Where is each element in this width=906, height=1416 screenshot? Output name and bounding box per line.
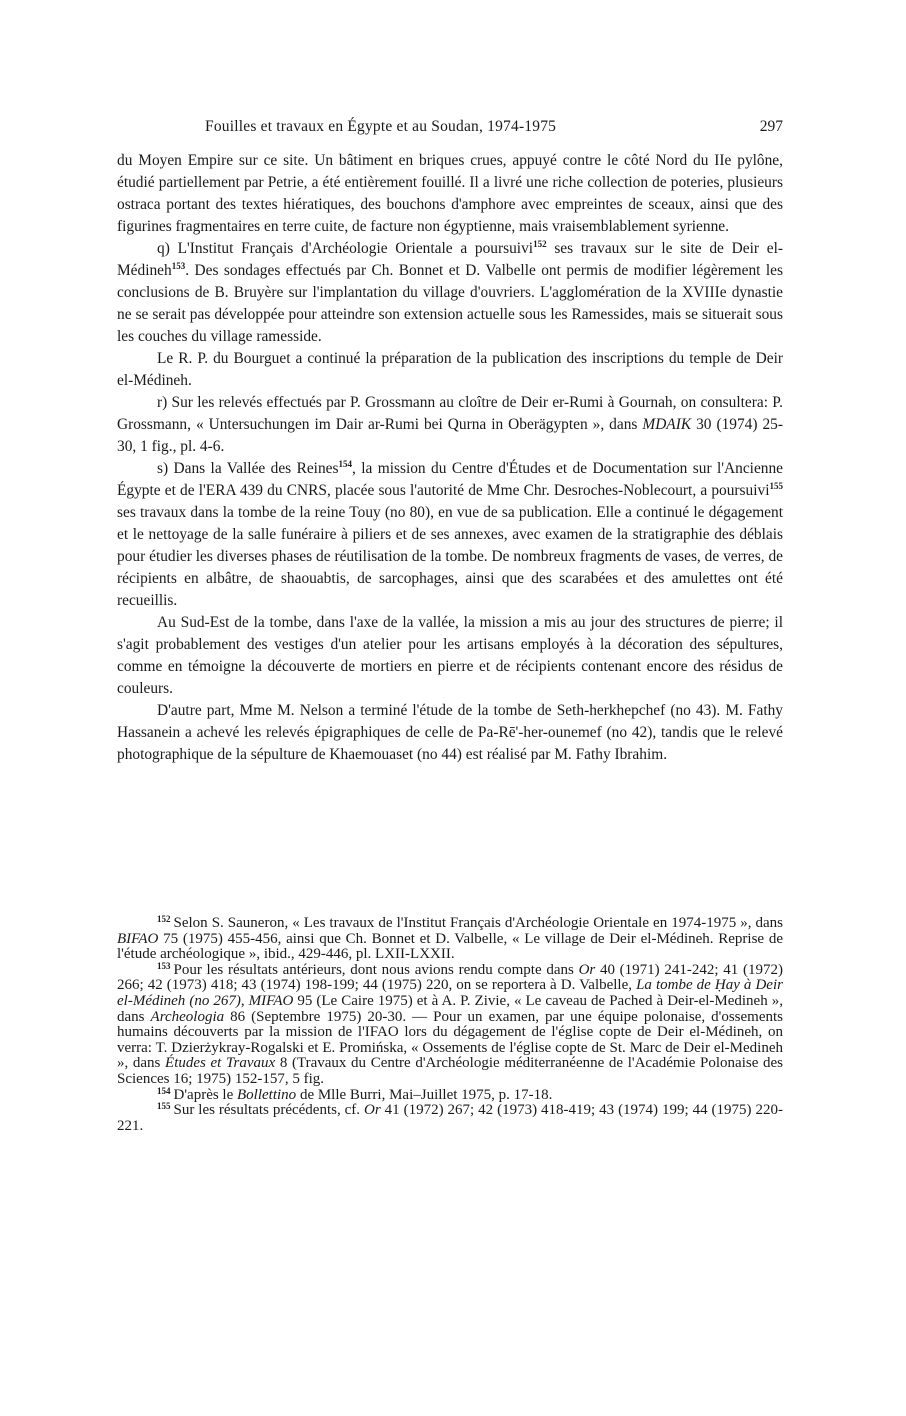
footnote-153 [117, 960, 783, 1088]
fn155-or: Or [364, 1102, 381, 1119]
fn153-text-d: 95 (Le Caire 1975) et à A. P. Zivie, « Le caveau de Pached à Deir-el-Medineh », dans [117, 992, 783, 1025]
page-number: 297 [759, 118, 783, 135]
footnote-ref-154[interactable]: 154 [338, 459, 352, 469]
fn153-text-a: Pour les résultats antérieurs, dont nous avions rendu compte dans [173, 961, 579, 978]
fn153-text-b: 40 (1971) 241-242; 41 (1972) 266; 42 (1973) 418; 43 (1974) 198-199; 44 (1975) 220, on se reportera à D. Valbelle, [117, 961, 783, 994]
fn153-text-e: 86 (Septembre 1975) 20-30. — Pour un examen, par une équipe polonaise, d'ossements humains découverts par la mission de l'IFAO lors du dégagement de l'église copte de Deir el-Médineh, on verra: T. Dzierżykray-Rogalski et E. Promińska, « Ossements de l'église copte de St. Marc de Deir el-Medineh », dans [117, 1008, 783, 1072]
footnote-number: 155 [157, 1101, 171, 1112]
body-text [117, 150, 783, 766]
p2-text-b: ses travaux sur le site de Deir el-Médineh [117, 240, 783, 279]
footnote-number: 152 [157, 914, 171, 924]
paragraph-2 [117, 238, 783, 348]
footnote-155 [117, 1103, 783, 1134]
p5-text-b: , la mission du Centre d'Études et de Documentation sur l'Ancienne Égypte et de l'ERA 439 du CNRS, placée sous l'autorité de Mme Chr. Desroches-Noblecourt, a poursuivi [117, 460, 783, 499]
p2-text-c: . Des sondages effectués par Ch. Bonnet et D. Valbelle ont permis de modifier légèrement les conclusions de B. Bruyère sur l'implantation du village d'ouvriers. L'agglomération de la XVIIIe dynastie ne se serait pas développée pour atteindre son extension actuelle sous les Ramessides, mais se situerait sous les couches du village ramesside. [117, 262, 783, 345]
fn152-journal: BIFAO [117, 930, 159, 947]
running-head [117, 118, 783, 138]
fn154-journal: Bollettino [237, 1086, 297, 1103]
running-title: Fouilles et travaux en Égypte et au Soudan, 1974-1975 [205, 118, 557, 135]
fn153-or: Or [578, 961, 596, 978]
fn153-journal: Archeologia [150, 1008, 225, 1025]
fn154-text-a: D'après le [173, 1086, 238, 1103]
paragraph-4 [117, 392, 783, 458]
p5-text-a: s) Dans la Vallée des Reines [157, 460, 339, 477]
footnote-ref-153[interactable]: 153 [171, 261, 186, 271]
footnotes [117, 916, 783, 1134]
p2-text-a: q) L'Institut Français d'Archéologie Orientale a poursuivi [157, 240, 534, 257]
paragraph-6: Au Sud-Est de la tombe, dans l'axe de la vallée, la mission a mis au jour des structures de pierre; il s'agit probablement des vestiges d'un atelier pour les artisans employés à la décoration des sépultures, comme en témoigne la découverte de mortiers en pierre et de récipients contenant encore des résidus de couleurs. [117, 614, 783, 697]
paragraph-7: D'autre part, Mme M. Nelson a terminé l'étude de la tombe de Seth-herkhepchef (no 43). M. Fathy Hassanein a achevé les relevés épigraphiques de celle de Pa-Rē'-her-ounemef (no 42), tandis que le relevé photographique de la sépulture de Khaemouaset (no 44) est réalisé par M. Fathy Ibrahim. [117, 702, 783, 763]
p4-text-a: r) Sur les relevés effectués par P. Grossmann au cloître de Deir er-Rumi à Gournah, on consultera: P. Grossmann, « Untersuchungen im Dair ar-Rumi bei Qurna in Oberägypten », dans [117, 394, 783, 433]
footnote-152 [117, 916, 783, 963]
paragraph-3: Le R. P. du Bourguet a continué la préparation de la publication des inscriptions du temple de Deir el-Médineh. [117, 350, 783, 389]
fn152-text-b: 75 (1975) 455-456, ainsi que Ch. Bonnet et D. Valbelle, « Le village de Deir el-Médineh. Reprise de l'étude archéologique », ibid., 429-446, pl. LXII-LXXII. [117, 930, 783, 963]
fn153-series2: Études et Travaux [165, 1055, 276, 1072]
paragraph-1: du Moyen Empire sur ce site. Un bâtiment en briques crues, appuyé contre le côté Nord du IIe pylône, étudié partiellement par Petrie, a été entièrement fouillé. Il a livré une riche collection de poteries, plusieurs ostraca portant des textes hiératiques, des bouchons d'amphore avec empreintes de sceaux, ainsi que des figurines fragmentaires en terre cuite, de facture non égyptienne, mais vraisemblablement syrienne. [117, 152, 783, 235]
fn153-text-c: , [240, 992, 249, 1009]
fn153-text-f: 8 (Travaux du Centre d'Archéologie méditerranéenne de l'Académie Polonaise des Sciences 16; 1975) 152-157, 5 fig. [117, 1055, 783, 1087]
footnote-number: 153 [157, 960, 171, 971]
p4-journal: MDAIK [642, 416, 692, 433]
fn152-text-a: Selon S. Sauneron, « Les travaux de l'Institut Français d'Archéologie Orientale en 1974-1975 », dans [173, 915, 783, 931]
footnote-ref-152[interactable]: 152 [533, 239, 547, 249]
paragraph-5 [117, 458, 783, 612]
fn155-text-b: 41 (1972) 267; 42 (1973) 418-419; 43 (1974) 199; 44 (1975) 220-221. [117, 1102, 783, 1134]
p5-text-c: ses travaux dans la tombe de la reine Touy (no 80), en vue de sa publication. Elle a continué le dégagement et le nettoyage de la salle funéraire à piliers et de ses annexes, avec examen de la stratigraphie des déblais pour étudier les diverses phases de réutilisation de la tombe. De nombreux fragments de vases, de verres, de récipients en albâtre, de shaouabtis, de sarcophages, ainsi que des scarabées et des amulettes ont été recueillis. [117, 504, 783, 609]
footnote-ref-155[interactable]: 155 [769, 481, 783, 491]
footnote-154 [117, 1085, 783, 1104]
fn153-series: MIFAO [248, 992, 294, 1009]
p4-text-b: 30 (1974) 25-30, 1 fig., pl. 4-6. [117, 416, 783, 455]
footnote-number: 154 [157, 1085, 171, 1096]
fn154-text-b: de Mlle Burri, Mai–Juillet 1975, p. 17-18. [296, 1086, 553, 1103]
fn155-text-a: Sur les résultats précédents, cf. [173, 1102, 365, 1119]
fn153-book: La tombe de Ḥay à Deir el-Médineh (no 267) [117, 977, 783, 1009]
